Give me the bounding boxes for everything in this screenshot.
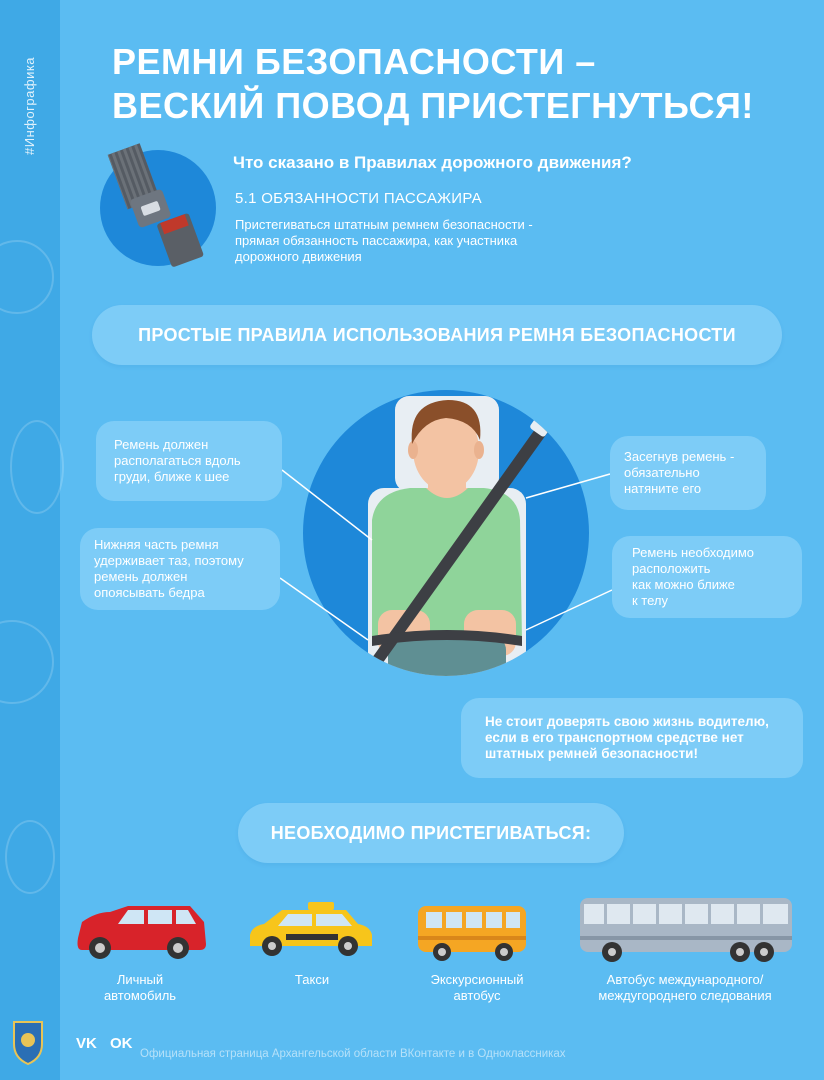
tour-bus-icon	[418, 906, 526, 961]
vehicle-label-line: автобус	[453, 988, 501, 1003]
vehicle-label-line: междугороднего следования	[598, 988, 772, 1003]
rules-heading: Что сказано в Правилах дорожного движения?	[233, 153, 632, 172]
vehicle-label-line: Автобус международного/	[606, 972, 764, 987]
vehicle-label-line: Такси	[294, 972, 330, 987]
taxi-icon	[250, 902, 372, 956]
title-line-1: РЕМНИ БЕЗОПАСНОСТИ –	[112, 41, 596, 82]
vehicle-label-taxi	[262, 972, 362, 988]
warning-line: Не стоит доверять свою жизнь водителю,	[485, 714, 769, 729]
coat-of-arms-logo	[8, 1016, 48, 1066]
tip-line: удерживает таз, поэтому	[94, 553, 244, 568]
tip-line: как можно ближе	[632, 577, 735, 592]
warning-line: штатных ремней безопасности!	[485, 746, 698, 761]
footer-text: Официальная страница Архангельской области ВКонтакте и в Одноклассниках	[140, 1048, 566, 1060]
simple-rules-title: ПРОСТЫЕ ПРАВИЛА ИСПОЛЬЗОВАНИЯ РЕМНЯ БЕЗОПАСНОСТИ	[92, 305, 782, 365]
vehicle-label-line: Экскурсионный	[430, 972, 524, 987]
title-line-2: ВЕСКИЙ ПОВОД ПРИСТЕГНУТЬСЯ!	[112, 85, 754, 126]
tip-line: Засегнув ремень -	[624, 449, 735, 464]
vk-icon[interactable]: VK	[76, 1035, 97, 1052]
vehicle-label-car	[90, 972, 190, 1004]
hashtag-label: #Инфографика	[22, 56, 37, 155]
tip-line: Ремень должен	[114, 437, 209, 452]
warning-line: если в его транспортном средстве нет	[485, 730, 744, 745]
vehicle-label-line: Личный	[116, 972, 164, 987]
tip-line: обязательно	[624, 465, 700, 480]
tip-line: ремень должен	[94, 569, 188, 584]
vehicle-label-tour-bus	[412, 972, 542, 1004]
tip-line: располагаться вдоль	[114, 453, 241, 468]
rules-text-line: дорожного движения	[235, 249, 362, 264]
rules-section: 5.1 ОБЯЗАННОСТИ ПАССАЖИРА	[235, 190, 482, 207]
vehicle-label-line: автомобиль	[103, 988, 177, 1003]
rules-text-line: Пристегиваться штатным ремнем безопасности -	[235, 217, 533, 232]
coach-bus-icon	[580, 898, 792, 962]
car-icon	[78, 906, 207, 959]
tip-line: к телу	[632, 593, 668, 608]
tip-line: груди, ближе к шее	[114, 469, 230, 484]
vehicle-label-intl-bus	[572, 972, 798, 1004]
rules-text-line: прямая обязанность пассажира, как участника	[235, 233, 518, 248]
tip-line: опоясывать бедра	[94, 585, 205, 600]
tip-line: расположить	[632, 561, 711, 576]
tip-line: Нижняя часть ремня	[94, 537, 219, 552]
ok-icon[interactable]: OK	[110, 1035, 133, 1052]
must-fasten-title: НЕОБХОДИМО ПРИСТЕГИВАТЬСЯ:	[238, 803, 624, 863]
tip-line: Ремень необходимо	[632, 545, 755, 560]
tip-line: натяните его	[624, 481, 702, 496]
